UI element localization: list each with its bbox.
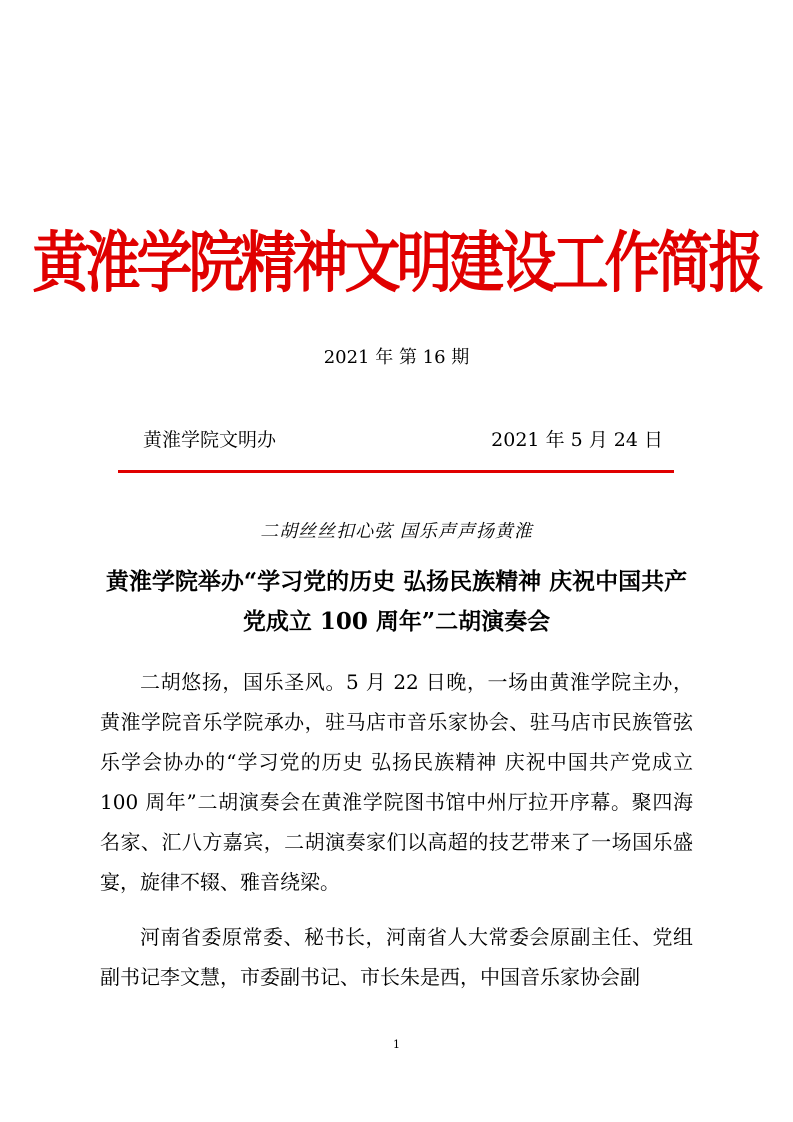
article-headline: 黄淮学院举办“学习党的历史 弘扬民族精神 庆祝中国共产党成立 100 周年”二胡演奏会	[105, 568, 688, 635]
paragraph-1: 二胡悠扬，国乐圣风。5 月 22 日晚，一场由黄淮学院主办，黄淮学院音乐学院承办，驻马店市音乐家协会、驻马店市民族管弦乐学会协办的“学习党的历史 弘扬民族精神 庆祝中国共产党成立 100 周年”二胡演奏会在黄淮学院图书馆中州厅拉开序幕。聚四海名家、汇八方嘉宾，二胡演奏家们以高超的技艺带来了一场国乐盛宴，旋律不辍、雅音绕梁。	[100, 670, 693, 894]
issuer-name: 黄淮学院文明办	[143, 429, 277, 451]
issue-number: 2021 年 第 16 期	[323, 347, 470, 368]
issue-date: 2021 年 5 月 24 日	[491, 429, 663, 451]
article-body	[100, 662, 693, 1012]
article-subtitle: 二胡丝丝扣心弦 国乐声声扬黄淮	[260, 521, 533, 542]
paragraph-2: 河南省委原常委、秘书长，河南省人大常委会原副主任、党组副书记李文慧，市委副书记、市长朱是西，中国音乐家协会副	[100, 925, 693, 989]
masthead-title-text: 黄淮学院精神文明建设工作简报	[32, 224, 761, 302]
red-divider	[118, 470, 674, 473]
masthead-title	[0, 224, 793, 302]
page-number: 1	[393, 1038, 400, 1051]
